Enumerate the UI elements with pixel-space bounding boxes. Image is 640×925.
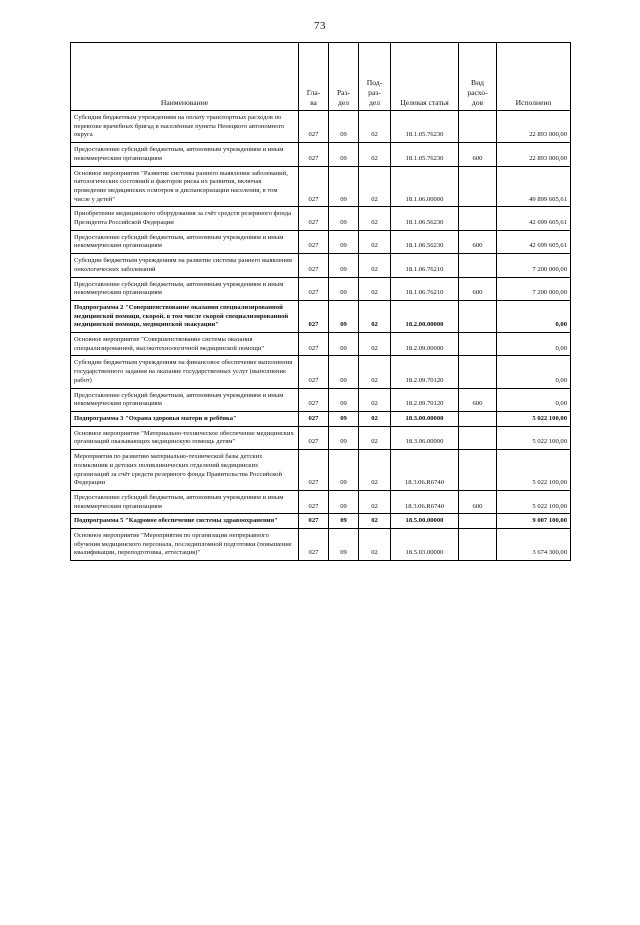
table-row <box>71 388 571 411</box>
cell-podrazdel: 02 <box>359 143 391 166</box>
cell-celstat: 18.1.06.56230 <box>391 230 459 253</box>
table-row <box>71 411 571 426</box>
cell-razdel: 09 <box>329 529 359 561</box>
cell-name: Подпрограмма 2 "Совершенствование оказания специализированной медицинской помощи, скорой, в том числе скорой специализированной медицинской помощи, медицинской эвакуации" <box>71 300 299 332</box>
cell-podrazdel: 02 <box>359 111 391 143</box>
cell-glava: 027 <box>299 230 329 253</box>
cell-name: Предоставление субсидий бюджетным, автономным учреждениям и иным некоммерческим организациям <box>71 230 299 253</box>
cell-razdel: 09 <box>329 333 359 356</box>
cell-name: Мероприятия по развитию материально-технической базы детских поликлиник и детских поликлинических отделений медицинских организаций за счёт средств резервного фонда Правительства Российской Федерации <box>71 450 299 491</box>
cell-razdel: 09 <box>329 254 359 277</box>
cell-name: Основное мероприятие "Материально-техническое обеспечение медицинских организаций оказывающих медицинскую помощь детям" <box>71 426 299 449</box>
cell-razdel: 09 <box>329 166 359 207</box>
cell-celstat: 18.1.06.76210 <box>391 277 459 300</box>
cell-name: Предоставление субсидий бюджетным, автономным учреждениям и иным некоммерческим организациям <box>71 388 299 411</box>
column-header-podrazdel: Под- раз- дел <box>359 43 391 111</box>
cell-ispolneno: 5 022 100,00 <box>497 490 571 513</box>
cell-celstat: 18.2.09.70120 <box>391 356 459 388</box>
cell-celstat: 18.5.03.00000 <box>391 529 459 561</box>
cell-glava: 027 <box>299 450 329 491</box>
cell-ispolneno: 5 022 100,00 <box>497 411 571 426</box>
cell-glava: 027 <box>299 254 329 277</box>
cell-glava: 027 <box>299 426 329 449</box>
table-body <box>71 111 571 561</box>
cell-ispolneno: 5 022 100,00 <box>497 450 571 491</box>
cell-podrazdel: 02 <box>359 450 391 491</box>
cell-vid: 600 <box>459 277 497 300</box>
cell-vid <box>459 529 497 561</box>
table-row <box>71 230 571 253</box>
table-row <box>71 529 571 561</box>
cell-ispolneno: 0,00 <box>497 356 571 388</box>
cell-name: Субсидии бюджетным учреждениям на финансовое обеспечение выполнения государственного задания на оказание государственных услуг (выполнение работ) <box>71 356 299 388</box>
cell-glava: 027 <box>299 529 329 561</box>
cell-glava: 027 <box>299 356 329 388</box>
table-row <box>71 277 571 300</box>
cell-podrazdel: 02 <box>359 207 391 230</box>
table-header-row <box>71 43 571 111</box>
cell-ispolneno: 42 699 605,61 <box>497 207 571 230</box>
cell-podrazdel: 02 <box>359 166 391 207</box>
cell-name: Основное мероприятие "Мероприятия по организации непрерывного обучения медицинского персонала, последипломной подготовки (повышение квалификации, переподготовка, аттестация)" <box>71 529 299 561</box>
cell-podrazdel: 02 <box>359 277 391 300</box>
cell-name: Субсидия бюджетным учреждениям на оплату транспортных расходов по перевозке врачебных бригад в населённые пункты Ненецкого автономного округа <box>71 111 299 143</box>
cell-razdel: 09 <box>329 356 359 388</box>
cell-razdel: 09 <box>329 388 359 411</box>
cell-podrazdel: 02 <box>359 514 391 529</box>
cell-celstat: 18.1.05.76230 <box>391 111 459 143</box>
table-row <box>71 450 571 491</box>
cell-celstat: 18.3.06.R6740 <box>391 490 459 513</box>
table-row <box>71 207 571 230</box>
cell-vid <box>459 514 497 529</box>
cell-razdel: 09 <box>329 411 359 426</box>
cell-vid <box>459 207 497 230</box>
cell-razdel: 09 <box>329 207 359 230</box>
page-number: 73 <box>314 20 326 32</box>
table-row <box>71 254 571 277</box>
cell-vid <box>459 166 497 207</box>
cell-podrazdel: 02 <box>359 230 391 253</box>
cell-razdel: 09 <box>329 426 359 449</box>
cell-podrazdel: 02 <box>359 490 391 513</box>
cell-glava: 027 <box>299 388 329 411</box>
cell-glava: 027 <box>299 333 329 356</box>
column-header-celevaya-statya: Целевая статья <box>391 43 459 111</box>
cell-vid <box>459 411 497 426</box>
cell-celstat: 18.2.09.70120 <box>391 388 459 411</box>
cell-vid: 600 <box>459 230 497 253</box>
cell-ispolneno: 7 200 000,00 <box>497 254 571 277</box>
cell-celstat: 18.5.00.00000 <box>391 514 459 529</box>
cell-glava: 027 <box>299 111 329 143</box>
cell-celstat: 18.3.06.00000 <box>391 426 459 449</box>
table-row <box>71 356 571 388</box>
cell-razdel: 09 <box>329 143 359 166</box>
cell-glava: 027 <box>299 514 329 529</box>
cell-celstat: 18.1.06.56230 <box>391 207 459 230</box>
cell-name: Предоставление субсидий бюджетным, автономным учреждениям и иным некоммерческим организациям <box>71 490 299 513</box>
table-row <box>71 143 571 166</box>
cell-podrazdel: 02 <box>359 356 391 388</box>
cell-celstat: 18.3.06.R6740 <box>391 450 459 491</box>
column-header-ispolneno: Исполнено <box>497 43 571 111</box>
cell-glava: 027 <box>299 207 329 230</box>
cell-celstat: 18.1.05.76230 <box>391 143 459 166</box>
column-header-vid-rashodov: Вид расхо- дов <box>459 43 497 111</box>
cell-name: Подпрограмма 3 "Охрана здоровья матери и ребёнка" <box>71 411 299 426</box>
cell-vid <box>459 111 497 143</box>
cell-razdel: 09 <box>329 490 359 513</box>
cell-podrazdel: 02 <box>359 426 391 449</box>
cell-name: Предоставление субсидий бюджетным, автономным учреждениям и иным некоммерческим организациям <box>71 277 299 300</box>
cell-razdel: 09 <box>329 230 359 253</box>
cell-vid <box>459 254 497 277</box>
cell-glava: 027 <box>299 490 329 513</box>
cell-glava: 027 <box>299 143 329 166</box>
cell-podrazdel: 02 <box>359 388 391 411</box>
cell-podrazdel: 02 <box>359 254 391 277</box>
cell-ispolneno: 7 200 000,00 <box>497 277 571 300</box>
cell-podrazdel: 02 <box>359 300 391 332</box>
cell-glava: 027 <box>299 166 329 207</box>
cell-ispolneno: 22 893 000,00 <box>497 111 571 143</box>
table-row <box>71 514 571 529</box>
cell-ispolneno: 0,00 <box>497 300 571 332</box>
cell-celstat: 18.1.06.00000 <box>391 166 459 207</box>
cell-ispolneno: 42 699 605,61 <box>497 230 571 253</box>
cell-celstat: 18.2.09.00000 <box>391 333 459 356</box>
cell-celstat: 18.3.00.00000 <box>391 411 459 426</box>
table-row <box>71 111 571 143</box>
cell-vid <box>459 450 497 491</box>
cell-podrazdel: 02 <box>359 333 391 356</box>
cell-ispolneno: 49 899 605,61 <box>497 166 571 207</box>
cell-podrazdel: 02 <box>359 529 391 561</box>
cell-razdel: 09 <box>329 300 359 332</box>
cell-name: Субсидии бюджетным учреждениям на развитие системы раннего выявления онкологических заболеваний <box>71 254 299 277</box>
document-page <box>0 20 640 925</box>
cell-name: Основное мероприятие "Совершенствование системы оказания специализированной, высокотехнологичной медицинской помощи" <box>71 333 299 356</box>
cell-vid: 600 <box>459 490 497 513</box>
cell-glava: 027 <box>299 277 329 300</box>
cell-name: Основное мероприятие "Развитие системы раннего выявления заболеваний, патологических состояний и факторов риска их развития, включая проведение медицинских осмотров и диспансеризации населения, в том числе у детей" <box>71 166 299 207</box>
table-header <box>71 43 571 111</box>
cell-name: Приобретение медицинского оборудования за счёт средств резервного фонда Президента Российской Федерации <box>71 207 299 230</box>
cell-celstat: 18.1.06.76210 <box>391 254 459 277</box>
column-header-razdel: Раз- дел <box>329 43 359 111</box>
cell-razdel: 09 <box>329 111 359 143</box>
column-header-name: Наименование <box>71 43 299 111</box>
cell-vid <box>459 356 497 388</box>
cell-razdel: 09 <box>329 277 359 300</box>
cell-glava: 027 <box>299 411 329 426</box>
cell-razdel: 09 <box>329 514 359 529</box>
cell-vid <box>459 333 497 356</box>
cell-vid: 600 <box>459 143 497 166</box>
cell-podrazdel: 02 <box>359 411 391 426</box>
column-header-glava: Гла- ва <box>299 43 329 111</box>
cell-ispolneno: 5 022 100,00 <box>497 426 571 449</box>
cell-glava: 027 <box>299 300 329 332</box>
table-row <box>71 490 571 513</box>
table-row <box>71 166 571 207</box>
cell-ispolneno: 9 007 100,00 <box>497 514 571 529</box>
cell-vid <box>459 300 497 332</box>
table-row <box>71 333 571 356</box>
cell-ispolneno: 22 893 000,00 <box>497 143 571 166</box>
table-row <box>71 300 571 332</box>
cell-ispolneno: 0,00 <box>497 388 571 411</box>
cell-ispolneno: 3 674 300,00 <box>497 529 571 561</box>
budget-table-container <box>70 42 570 561</box>
cell-razdel: 09 <box>329 450 359 491</box>
cell-name: Предоставление субсидий бюджетным, автономным учреждениям и иным некоммерческим организациям <box>71 143 299 166</box>
cell-ispolneno: 0,00 <box>497 333 571 356</box>
cell-vid <box>459 426 497 449</box>
cell-name: Подпрограмма 5 "Кадровое обеспечение системы здравоохранения" <box>71 514 299 529</box>
budget-table <box>70 42 571 561</box>
cell-celstat: 18.2.00.00000 <box>391 300 459 332</box>
table-row <box>71 426 571 449</box>
cell-vid: 600 <box>459 388 497 411</box>
